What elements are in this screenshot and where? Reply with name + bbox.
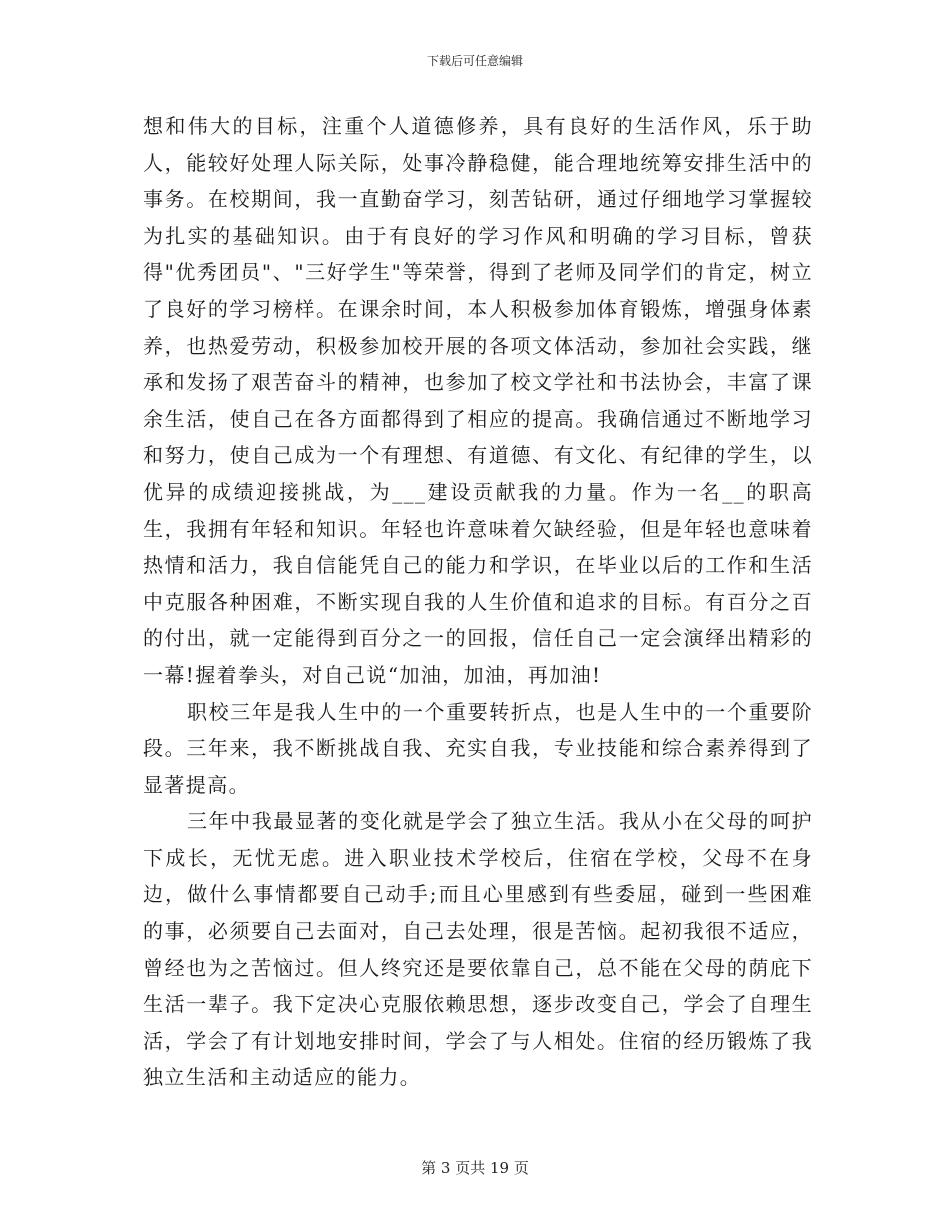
paragraph-turning-point: 职校三年是我人生中的一个重要转折点，也是人生中的一个重要阶段。三年来，我不断挑战自我、充实自我，专业技能和综合素养得到了显著提高。 [143, 699, 813, 797]
paragraph-independent-living: 三年中我最显著的变化就是学会了独立生活。我从小在父母的呵护下成长，无忧无虑。进入职业技术学校后，住宿在学校，父母不在身边，做什么事情都要自己动手;而且心里感到有些委屈，碰到一些困难的事，必须要自己去面对，自己去处理，很是苦恼。起初我很不适应，曾经也为之苦恼过。但人终究还是要依靠自己，总不能在父母的荫庇下生活一辈子。我下定决心克服依赖思想，逐步改变自己，学会了自理生活，学会了有计划地安排时间，学会了与人相处。住宿的经历锻炼了我独立生活和主动适应的能力。 [143, 809, 813, 1090]
paragraph-continued: 想和伟大的目标，注重个人道德修养，具有良好的生活作风，乐于助人，能较好处理人际关际，处事冷静稳健，能合理地统筹安排生活中的事务。在校期间，我一直勤奋学习，刻苦钻研，通过仔细地学习掌握较为扎实的基础知识。由于有良好的学习作风和明确的学习目标，曾获得"优秀团员"、"三好学生"等荣誉，得到了老师及同学们的肯定，树立了良好的学习榜样。在课余时间，本人积极参加体育锻炼，增强身体素养，也热爱劳动，积极参加校开展的各项文体活动，参加社会实践，继承和发扬了艰苦奋斗的精神，也参加了校文学社和书法协会，丰富了课余生活，使自己在各方面都得到了相应的提高。我确信通过不断地学习和努力，使自己成为一个有理想、有道德、有文化、有纪律的学生，以优异的成绩迎接挑战，为___建设贡献我的力量。作为一名__的职高生，我拥有年轻和知识。年轻也许意味着欠缺经验，但是年轻也意味着热情和活力，我自信能凭自己的能力和学识，在毕业以后的工作和生活中克服各种困难，不断实现自我的人生价值和追求的目标。有百分之百的付出，就一定能得到百分之一的回报，信任自己一定会演绎出精彩的一幕!握着拳头，对自己说“加油，加油，再加油! [143, 114, 813, 687]
page-number: 第 3 页共 19 页 [421, 1159, 529, 1177]
page-header-note: 下载后可任意编辑 [426, 54, 523, 68]
document-body [143, 108, 813, 1096]
